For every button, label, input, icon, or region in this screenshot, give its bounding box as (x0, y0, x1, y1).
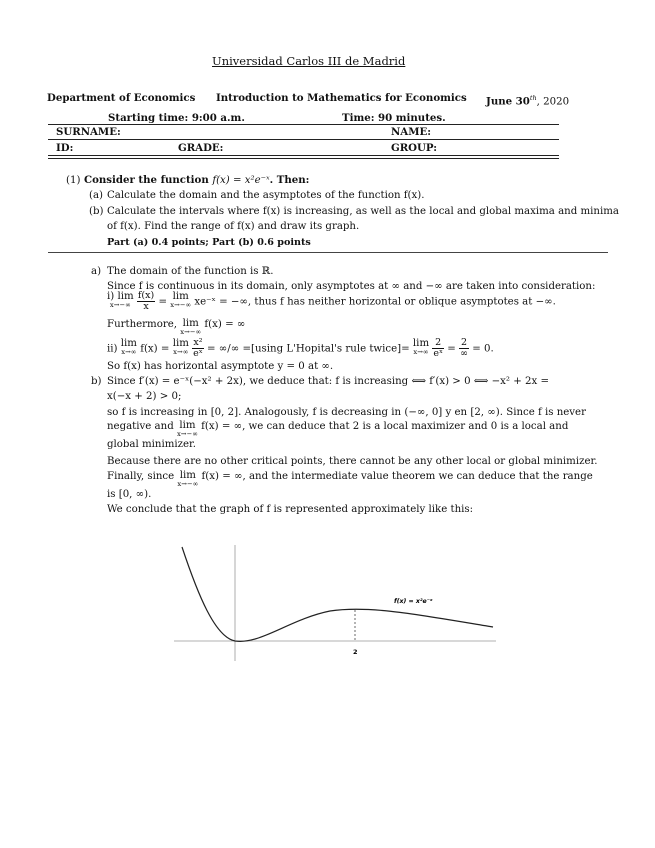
points-text: Part (a) 0.4 points; Part (b) 0.6 points (107, 237, 311, 248)
surname-label: SURNAME: (56, 126, 121, 138)
part-b-text: Calculate the intervals where f(x) is increasing, as well as the local and global maxima and minima (107, 206, 619, 217)
header-divider (48, 158, 559, 159)
solution-text: So f(x) has horizontal asymptote y = 0 at ∞. (107, 361, 334, 372)
asymptote-ii: ii) lim x→∞ f(x) = lim x→∞ $\frac{\text{x²}}{\text{eˣ}}$ = ∞/∞ =[using L'Hopital's rule twice]= lim x→∞ $\frac{2}{\text{eˣ}}$ = $\frac{2}{\infty}$ = 0. (107, 337, 494, 359)
part-a-text: Calculate the domain and the asymptotes of the function f(x). (107, 190, 425, 201)
part-a-label: (a) (89, 190, 104, 201)
solution-text: so f is increasing in [0, 2]. Analogously, f is decreasing in (−∞, 0] y en [2, ∞). Since f is never (107, 407, 586, 418)
header-divider (48, 124, 559, 125)
solution-a-label: a) (91, 266, 102, 277)
solution-text: global minimizer. (107, 439, 197, 450)
curve-label: f(x) = x²e⁻ˣ (394, 598, 433, 605)
solution-text: Because there are no other critical points, there cannot be any other local or global minimizer. (107, 456, 598, 467)
header-divider (48, 139, 559, 140)
function-graph (170, 535, 500, 665)
exam-duration: Time: 90 minutes. (342, 112, 446, 124)
part-b-text: of f(x). Find the range of f(x) and draw its graph. (107, 221, 360, 232)
solution-text: x(−x + 2) > 0; (107, 391, 182, 402)
course-title: Introduction to Mathematics for Economics (216, 92, 467, 104)
solution-text: Since f is continuous in its domain, only asymptotes at ∞ and −∞ are taken into consideration: (107, 281, 596, 292)
solution-text: Since f′(x) = e⁻ˣ(−x² + 2x), we deduce that: f is increasing ⟺ f′(x) > 0 ⟺ −x² + 2x = (107, 376, 550, 387)
tick-label: 2 (353, 648, 358, 656)
id-label: ID: (56, 142, 74, 154)
solution-text: The domain of the function is ℝ. (107, 266, 274, 277)
question-number: (1) (66, 175, 81, 186)
furthermore-line: Furthermore, lim x→−∞ f(x) = ∞ (107, 318, 246, 336)
asymptote-i: i) lim x→−∞ $\frac{f(x)}{x}$ = lim x→−∞ xe⁻ˣ = −∞, thus f has neither horizontal or oblique asymptotes at −∞. (107, 290, 556, 312)
starting-time: Starting time: 9:00 a.m. (108, 112, 245, 124)
grade-label: GRADE: (178, 142, 224, 154)
solution-text: is [0, ∞). (107, 489, 152, 500)
name-label: NAME: (391, 126, 432, 138)
exam-date: June 30th, 2020 (486, 94, 570, 108)
department: Department of Economics (47, 92, 196, 104)
header-divider (48, 155, 559, 156)
part-b-label: (b) (89, 206, 104, 217)
university-title: Universidad Carlos III de Madrid (212, 54, 406, 68)
group-label: GROUP: (391, 142, 437, 154)
solution-text: We conclude that the graph of f is represented approximately like this: (107, 504, 474, 515)
solution-text: Finally, since lim x→−∞ f(x) = ∞, and the intermediate value theorem we can deduce that the range (107, 470, 593, 488)
solution-b-label: b) (91, 376, 102, 387)
solution-text: negative and lim x→−∞ f(x) = ∞, we can deduce that 2 is a local maximizer and 0 is a local and (107, 420, 569, 438)
question-title: Consider the function f(x) = x²e⁻ˣ. Then: (84, 174, 310, 186)
function-curve (182, 547, 493, 641)
question-divider (48, 252, 608, 253)
